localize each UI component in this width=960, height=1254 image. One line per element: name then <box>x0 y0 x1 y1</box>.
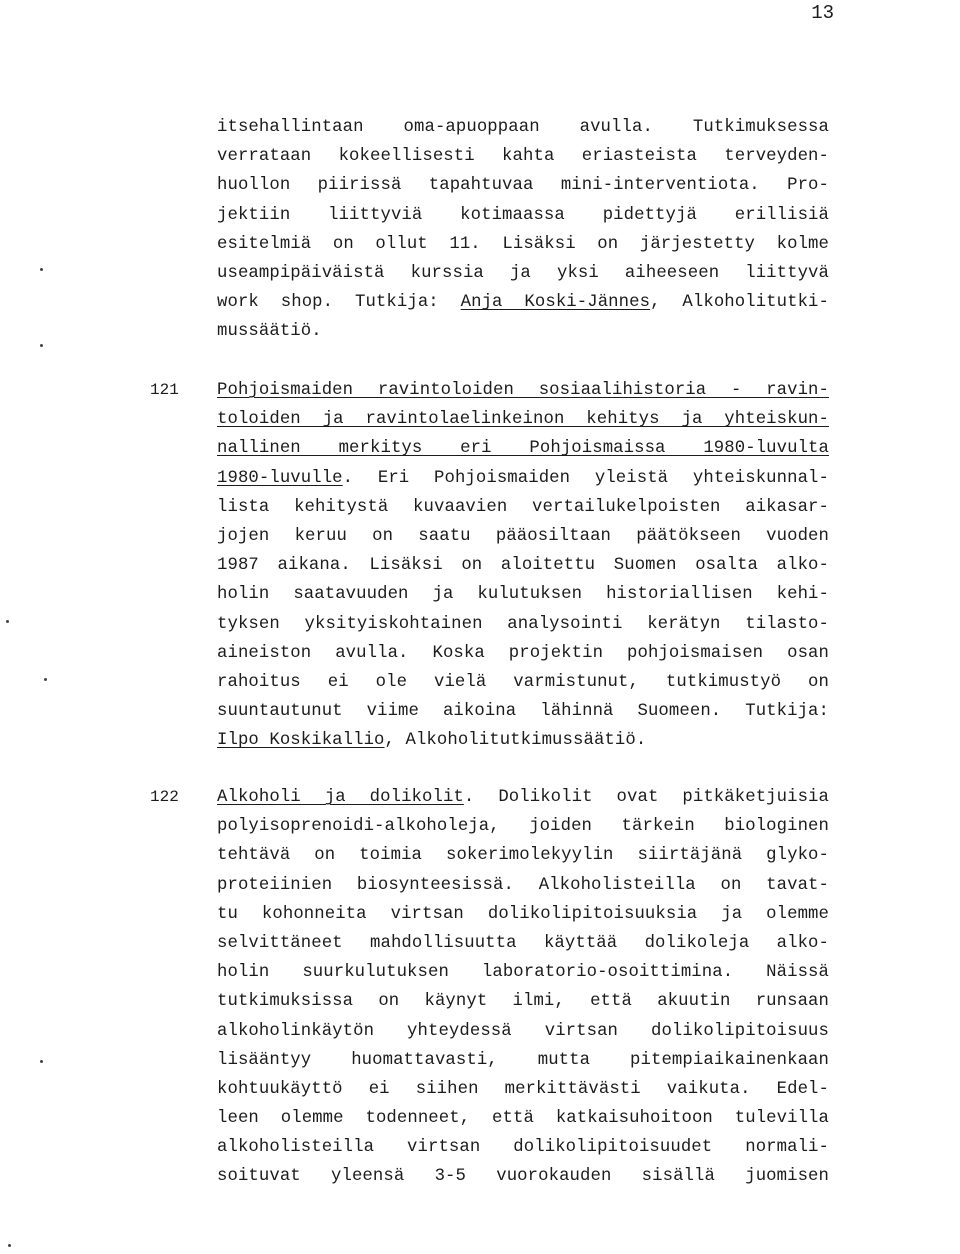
text-line: alkoholisteilla virtsan dolikolipitoisuudet normali- <box>217 1138 829 1158</box>
text-line: leen olemme todenneet, että katkaisuhoitoon tulevilla <box>217 1109 829 1129</box>
item-title-line: Pohjoismaiden ravintoloiden sosiaalihistoria - ravin- <box>217 381 829 400</box>
intro-paragraph <box>217 113 829 347</box>
item-title-fragment: 1980-luvulle <box>217 468 343 488</box>
text-line: soituvat yleensä 3-5 vuorokauden sisällä juomisen <box>217 1167 829 1187</box>
text-line: tyksen yksityiskohtainen analysointi kerätyn tilasto- <box>217 614 829 634</box>
text-line: useampipäiväistä kurssia ja yksi aiheeseen liittyvä <box>217 263 829 283</box>
text-line: tu kohonneita virtsan dolikolipitoisuuksia ja olemme <box>217 904 829 924</box>
item-121-paragraph <box>217 376 829 755</box>
item-title-line: nallinen merkitys eri Pohjoismaissa 1980-luvulta <box>217 439 829 459</box>
scan-speck <box>40 344 43 347</box>
page-number: 13 <box>811 2 834 24</box>
text-line: tutkimuksissa on käynyt ilmi, että akuutin runsaan <box>217 992 829 1012</box>
text-line: itsehallintaan oma-apuoppaan avulla. Tutkimuksessa <box>217 118 829 137</box>
text-line: lista kehitystä kuvaavien vertailukelpoisten aikasar- <box>217 497 829 517</box>
text-line: jojen keruu on saatu pääosiltaan päätökseen vuoden <box>217 526 829 546</box>
text-line: suuntautunut viime aikoina lähinnä Suomeen. Tutkija: <box>217 702 829 722</box>
item-number: 122 <box>150 788 179 806</box>
text-fragment: , Alkoholitutki- <box>650 293 829 313</box>
text-line: rahoitus ei ole vielä varmistunut, tutkimustyö on <box>217 672 829 692</box>
text-line: holin suurkulutuksen laboratorio-osoittimina. Näissä <box>217 963 829 983</box>
text-line: proteiinien biosynteesissä. Alkoholisteilla on tavat- <box>217 875 829 895</box>
scan-speck <box>8 1244 11 1247</box>
text-fragment: . Eri Pohjoismaiden yleistä yhteiskunnal- <box>342 468 829 488</box>
scan-speck <box>6 620 9 623</box>
text-fragment: . Dolikolit ovat pitkäketjuisia <box>463 788 829 807</box>
text-line: jektiin liittyviä kotimaassa pidettyjä erillisiä <box>217 205 829 225</box>
text-line: selvittäneet mahdollisuutta käyttää dolikoleja alko- <box>217 933 829 953</box>
researcher-name: Ilpo Koskikallio <box>217 731 385 751</box>
text-line <box>217 726 829 755</box>
text-line: tehtävä on toimia sokerimolekyylin siirtäjänä glyko- <box>217 846 829 866</box>
text-line: huollon piirissä tapahtuvaa mini-interventiota. Pro- <box>217 176 829 196</box>
item-title-line: toloiden ja ravintolaelinkeinon kehitys ja yhteiskun- <box>217 410 829 430</box>
text-line <box>217 783 829 812</box>
text-line <box>217 464 829 493</box>
item-122-paragraph <box>217 783 829 1192</box>
scan-speck <box>40 268 43 271</box>
text-fragment: , Alkoholitutkimussäätiö. <box>384 731 647 751</box>
text-line: holin saatavuuden ja kulutuksen historiallisen kehi- <box>217 585 829 605</box>
text-line: kohtuukäyttö ei siihen merkittävästi vaikuta. Edel- <box>217 1079 829 1099</box>
scan-speck <box>40 1060 43 1063</box>
text-line: polyisoprenoidi-alkoholeja, joiden tärkein biologinen <box>217 817 829 837</box>
researcher-name: Anja Koski-Jännes <box>460 293 651 313</box>
scan-speck <box>44 678 47 681</box>
text-line: verrataan kokeellisesti kahta eriasteista terveyden- <box>217 147 829 167</box>
text-line: esitelmiä on ollut 11. Lisäksi on järjestetty kolme <box>217 234 829 254</box>
text-line: aineiston avulla. Koska projektin pohjoismaisen osan <box>217 643 829 663</box>
text-line: 1987 aikana. Lisäksi on aloitettu Suomen osalta alko- <box>217 556 829 576</box>
item-title: Alkoholi ja dolikolit <box>217 788 464 807</box>
text-line: lisääntyy huomattavasti, mutta pitempiaikainenkaan <box>217 1050 829 1070</box>
item-number: 121 <box>150 381 179 399</box>
text-line: mussäätiö. <box>217 322 322 342</box>
text-line <box>217 288 829 317</box>
text-fragment: work shop. Tutkija: <box>217 293 461 313</box>
text-line: alkoholinkäytön yhteydessä virtsan dolikolipitoisuus <box>217 1021 829 1041</box>
